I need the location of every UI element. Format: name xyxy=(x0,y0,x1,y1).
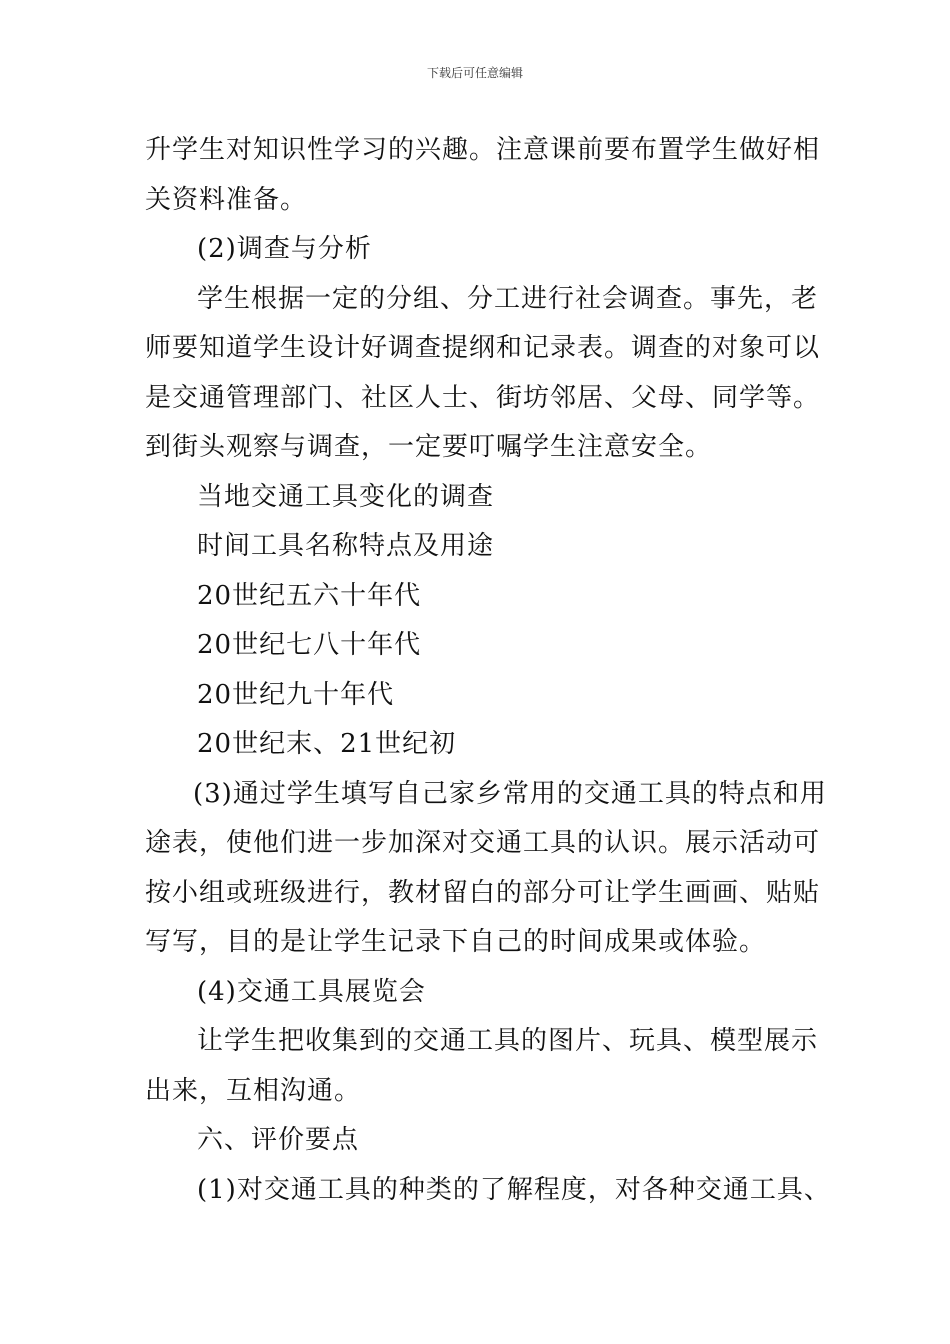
survey-title: 当地交通工具变化的调查 xyxy=(197,481,495,512)
paragraph-line: 关资料准备。 xyxy=(145,184,308,215)
paragraph-line: 写写，目的是让学生记录下自己的时间成果或体验。 xyxy=(145,927,767,957)
survey-row: 20世纪九十年代 xyxy=(197,679,395,710)
paragraph-line: (1)对交通工具的种类的了解程度，对各种交通工具、 xyxy=(197,1174,831,1205)
section-heading: 六、评价要点 xyxy=(197,1125,360,1155)
survey-row: 20世纪末、21世纪初 xyxy=(197,729,457,759)
paragraph-line: 到街头观察与调查，一定要叮嘱学生注意安全。 xyxy=(145,432,713,462)
paragraph-line: 出来，互相沟通。 xyxy=(145,1075,362,1106)
paragraph-line: 按小组或班级进行，教材留白的部分可让学生画画、贴贴 xyxy=(145,877,821,908)
paragraph-line: (3)通过学生填写自己家乡常用的交通工具的特点和用 xyxy=(193,778,827,809)
section-heading: (2)调查与分析 xyxy=(197,234,372,264)
section-heading: (4)交通工具展览会 xyxy=(197,976,426,1007)
survey-row: 20世纪七八十年代 xyxy=(197,630,422,660)
document-body xyxy=(145,126,831,1215)
survey-columns: 时间工具名称特点及用途 xyxy=(197,531,495,561)
paragraph-line: 师要知道学生设计好调查提纲和记录表。调查的对象可以 xyxy=(145,333,821,363)
survey-row: 20世纪五六十年代 xyxy=(197,580,422,611)
paragraph-line: 让学生把收集到的交通工具的图片、玩具、模型展示 xyxy=(197,1026,819,1056)
paragraph-line: 升学生对知识性学习的兴趣。注意课前要布置学生做好相 xyxy=(145,135,821,165)
paragraph-line: 途表，使他们进一步加深对交通工具的认识。展示活动可 xyxy=(145,828,821,858)
paragraph-line: 学生根据一定的分组、分工进行社会调查。事先，老 xyxy=(197,283,819,314)
paragraph-line: 是交通管理部门、社区人士、街坊邻居、父母、同学等。 xyxy=(145,382,821,413)
page-header: 下载后可任意编辑 xyxy=(426,66,523,80)
